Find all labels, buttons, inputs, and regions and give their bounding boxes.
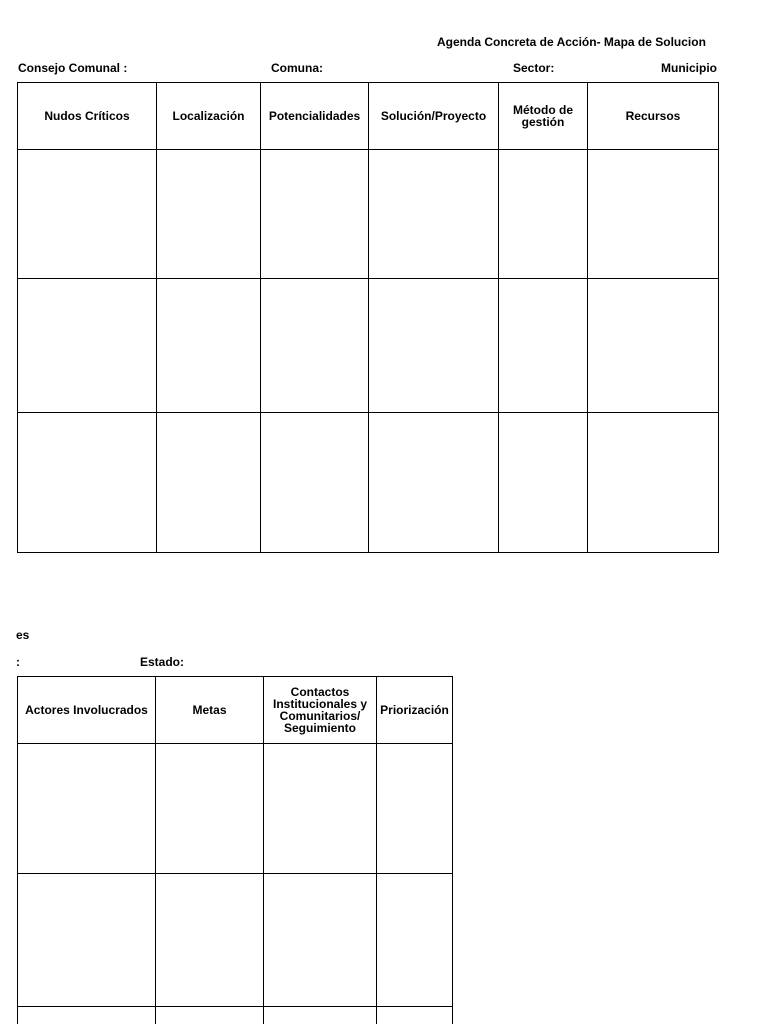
table-cell[interactable] xyxy=(369,413,499,553)
column-header: Recursos xyxy=(588,83,719,150)
field-municipio: Municipio xyxy=(661,61,717,75)
field-comuna: Comuna: xyxy=(271,61,323,75)
table-cell[interactable] xyxy=(157,279,261,413)
table-header-row xyxy=(18,83,719,150)
solutions-table xyxy=(17,82,719,553)
table-cell[interactable] xyxy=(369,150,499,279)
table-cell[interactable] xyxy=(499,413,588,553)
table-cell[interactable] xyxy=(261,279,369,413)
table-cell[interactable] xyxy=(157,150,261,279)
table-cell[interactable] xyxy=(499,150,588,279)
table-cell[interactable] xyxy=(377,744,453,874)
document-title: Agenda Concreta de Acción- Mapa de Solucion xyxy=(437,35,706,49)
field-consejo-comunal: Consejo Comunal : xyxy=(18,61,128,75)
table-row xyxy=(18,874,453,1007)
column-header: Actores Involucrados xyxy=(18,677,156,744)
field-sector: Sector: xyxy=(513,61,555,75)
table-cell[interactable] xyxy=(264,744,377,874)
table-cell[interactable] xyxy=(588,413,719,553)
table-row xyxy=(18,413,719,553)
table-header-row xyxy=(18,677,453,744)
page2-title-fragment: es xyxy=(16,628,30,642)
table-cell[interactable] xyxy=(18,1007,156,1024)
column-header: Nudos Críticos xyxy=(18,83,157,150)
table-cell[interactable] xyxy=(156,1007,264,1024)
column-header: Potencialidades xyxy=(261,83,369,150)
table-row xyxy=(18,150,719,279)
table-cell[interactable] xyxy=(18,744,156,874)
table-cell[interactable] xyxy=(18,150,157,279)
followup-table-wrapper xyxy=(17,676,457,1024)
table-cell[interactable] xyxy=(377,1007,453,1024)
column-header: Metas xyxy=(156,677,264,744)
table-cell[interactable] xyxy=(261,150,369,279)
table-cell[interactable] xyxy=(18,279,157,413)
followup-table xyxy=(17,676,453,1024)
table-cell[interactable] xyxy=(588,150,719,279)
table-cell[interactable] xyxy=(264,874,377,1007)
table-cell[interactable] xyxy=(156,874,264,1007)
table-cell[interactable] xyxy=(18,874,156,1007)
table-cell[interactable] xyxy=(156,744,264,874)
table-cell[interactable] xyxy=(588,279,719,413)
column-header: Priorización xyxy=(377,677,453,744)
column-header: Solución/Proyecto xyxy=(369,83,499,150)
field-estado: Estado: xyxy=(140,655,185,669)
column-header: Contactos Institucionales y Comunitarios/ Seguimiento xyxy=(264,677,377,744)
page2-field-fragment: : xyxy=(16,655,20,669)
table-row xyxy=(18,279,719,413)
table-cell[interactable] xyxy=(261,413,369,553)
table-cell[interactable] xyxy=(369,279,499,413)
column-header: Método de gestión xyxy=(499,83,588,150)
table-cell[interactable] xyxy=(377,874,453,1007)
column-header: Localización xyxy=(157,83,261,150)
table-row xyxy=(18,744,453,874)
table-cell[interactable] xyxy=(157,413,261,553)
table-cell[interactable] xyxy=(18,413,157,553)
table-cell[interactable] xyxy=(264,1007,377,1024)
table-cell[interactable] xyxy=(499,279,588,413)
table-row xyxy=(18,1007,453,1024)
